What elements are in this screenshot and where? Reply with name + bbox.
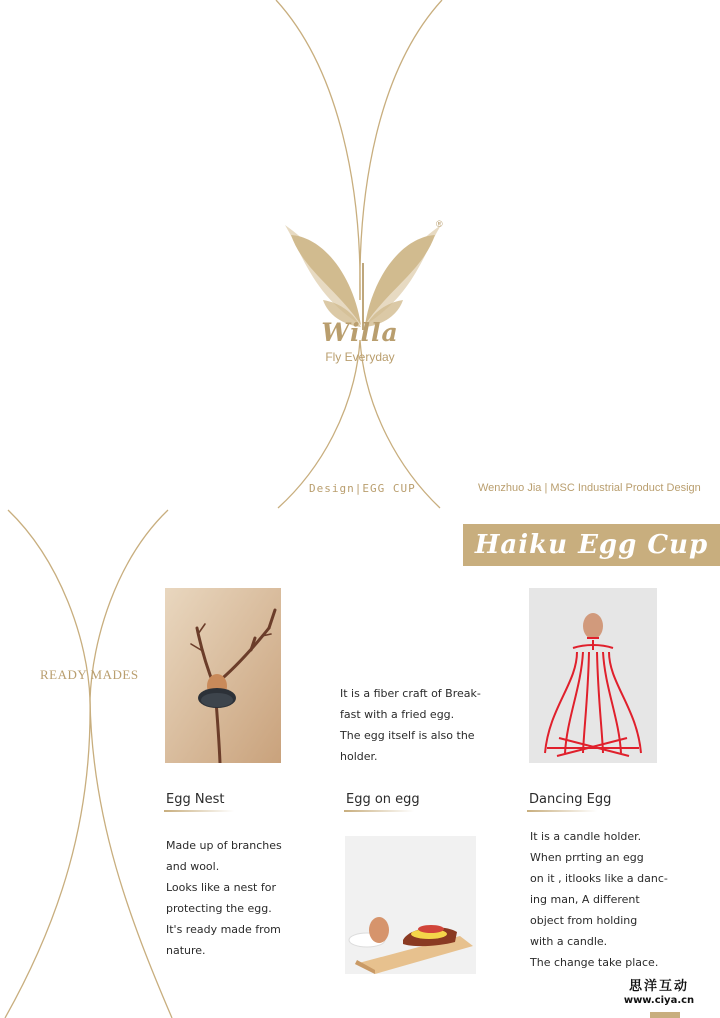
dancing-egg-title: Dancing Egg [529, 792, 611, 810]
dancing-egg-description [530, 826, 668, 973]
description-line: It's ready made from [166, 923, 281, 936]
page-tab [650, 1012, 680, 1018]
description-line: It is a candle holder. [530, 830, 642, 843]
egg-nest-photo [165, 588, 281, 763]
description-line: The change take place. [530, 956, 659, 969]
description-line: fast with a fried egg. [340, 708, 455, 721]
egg-on-egg-title: Egg on egg [346, 792, 420, 810]
registered-mark: ® [436, 219, 443, 229]
author-label: Wenzhuo Jia | MSC Industrial Product Design [478, 482, 701, 494]
description-line: object from holding [530, 914, 638, 927]
description-line: protecting the egg. [166, 902, 272, 915]
description-line: Made up of branches [166, 839, 282, 852]
design-label: Design|EGG CUP [309, 482, 416, 495]
description-line: and wool. [166, 860, 220, 873]
title-banner [463, 524, 720, 566]
banner-title: Haiku Egg Cup [474, 530, 709, 560]
egg-on-egg-description [340, 683, 480, 767]
watermark-line1: 思洋互动 [628, 979, 689, 994]
description-line: holder. [340, 750, 378, 763]
egg-nest-description [166, 835, 286, 961]
brand-tagline: Fly Everyday [325, 350, 395, 364]
description-line: nature. [166, 944, 206, 957]
description-line: It is a fiber craft of Break- [340, 687, 481, 700]
watermark-line2: www.ciya.cn [623, 995, 695, 1006]
site-watermark [604, 980, 714, 1008]
description-line: with a candle. [530, 935, 608, 948]
dancing-egg-photo [529, 588, 657, 763]
description-line: on it , itlooks like a danc- [530, 872, 668, 885]
description-line: ing man, A different [530, 893, 640, 906]
description-line: The egg itself is also the [340, 729, 475, 742]
brand-name: Willa [321, 318, 399, 347]
section-label: READY MADES [40, 667, 139, 682]
egg-on-egg-photo [345, 836, 476, 974]
description-line: Looks like a nest for [166, 881, 276, 894]
egg-nest-title: Egg Nest [166, 792, 224, 810]
description-line: When prrting an egg [530, 851, 644, 864]
